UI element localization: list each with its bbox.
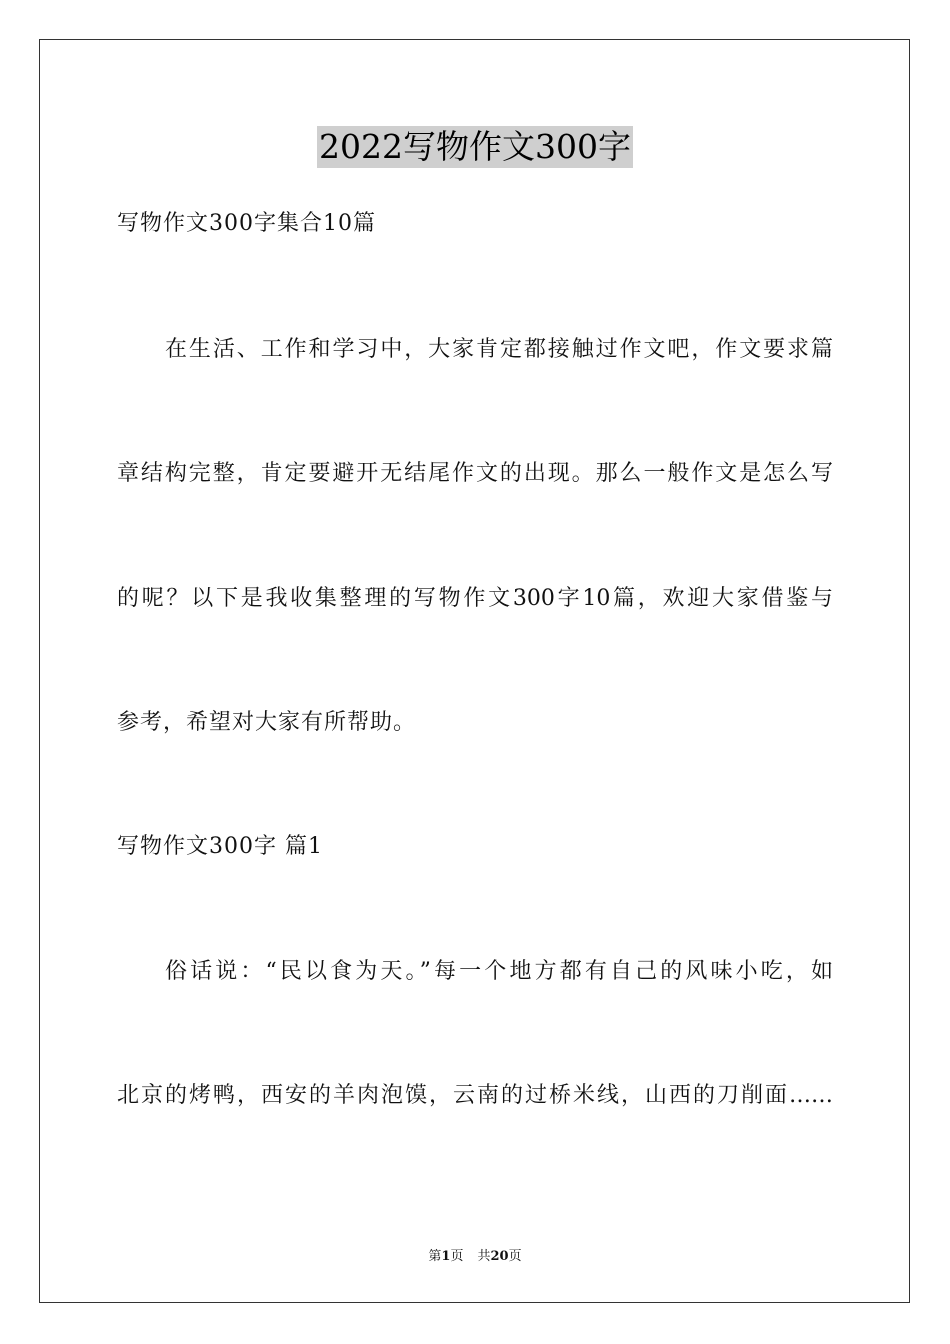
- footer-page-suffix: 页: [450, 1249, 464, 1264]
- intro-line-1: 在生活、工作和学习中，大家肯定都接触过作文吧，作文要求篇: [165, 337, 833, 362]
- intro-line-3: 的呢？以下是我收集整理的写物作文300字10篇，欢迎大家借鉴与: [117, 586, 833, 611]
- footer-page-prefix: 第: [428, 1249, 442, 1264]
- section-heading: 写物作文300字 篇1: [117, 834, 323, 859]
- document-title: 2022写物作文300字: [319, 127, 631, 166]
- page-footer: [0, 1248, 950, 1266]
- intro-line-4: 参考，希望对大家有所帮助。: [117, 710, 417, 735]
- footer-page-total: 20: [490, 1249, 509, 1264]
- document-subtitle: 写物作文300字集合10篇: [117, 211, 376, 236]
- intro-line-2: 章结构完整，肯定要避开无结尾作文的出现。那么一般作文是怎么写: [117, 461, 833, 486]
- section-line-1: 俗话说：“民以食为天。”每一个地方都有自己的风味小吃，如: [165, 959, 833, 984]
- footer-total-prefix: 共: [477, 1249, 491, 1264]
- title-container: [0, 126, 950, 168]
- section-line-2: 北京的烤鸭，西安的羊肉泡馍，云南的过桥米线，山西的刀削面……: [117, 1083, 833, 1108]
- footer-total-suffix: 页: [508, 1249, 522, 1264]
- footer-page-current: 1: [441, 1249, 451, 1264]
